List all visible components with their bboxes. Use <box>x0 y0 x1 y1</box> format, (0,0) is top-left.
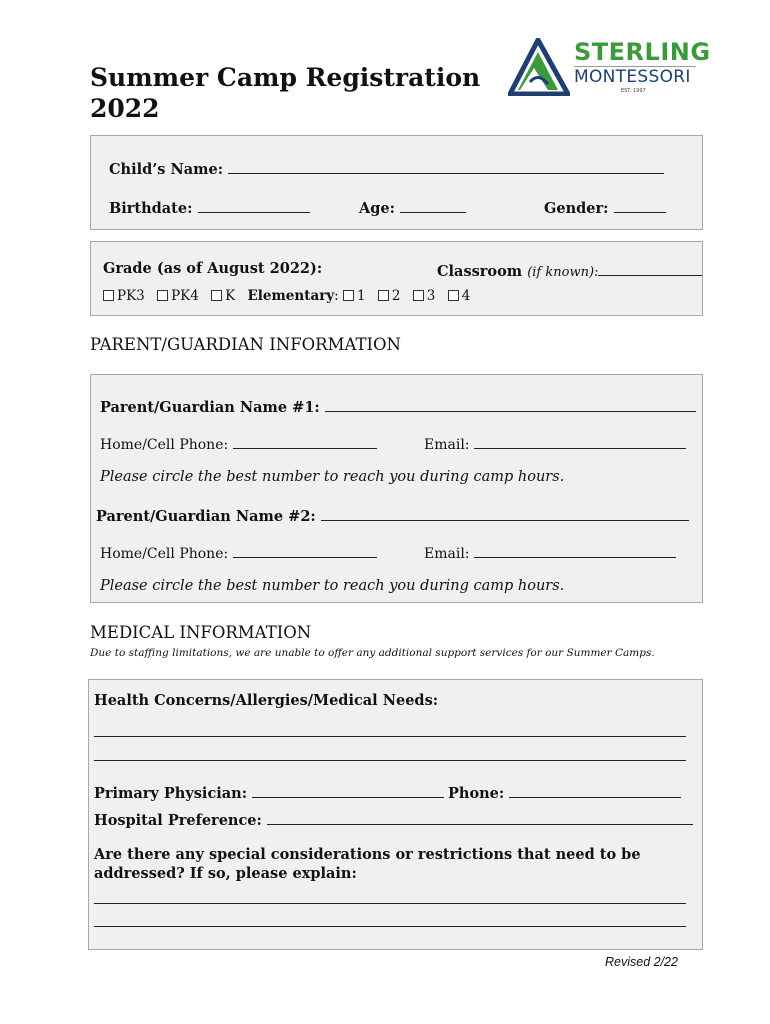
email2-row <box>424 542 676 562</box>
guardian2-label: Parent/Guardian Name #2: <box>96 508 316 525</box>
child-name-row <box>109 158 664 178</box>
checkbox-icon[interactable] <box>448 290 459 301</box>
classroom-field[interactable] <box>598 260 702 276</box>
email1-label: Email: <box>424 437 470 453</box>
parent-section-heading: PARENT/GUARDIAN INFORMATION <box>90 335 401 354</box>
medical-section-heading: MEDICAL INFORMATION <box>90 623 312 642</box>
checkbox-icon[interactable] <box>211 290 222 301</box>
checkbox-icon[interactable] <box>413 290 424 301</box>
birthdate-row <box>109 197 310 217</box>
guardian2-row <box>96 505 689 525</box>
hospital-field[interactable] <box>267 809 693 825</box>
email1-row <box>424 433 686 453</box>
parent-info-box <box>90 374 703 603</box>
guardian1-label: Parent/Guardian Name #1: <box>100 399 320 416</box>
physician-label: Primary Physician: <box>94 785 248 802</box>
checkbox-icon[interactable] <box>343 290 354 301</box>
age-label: Age: <box>359 200 395 217</box>
age-row <box>359 197 466 217</box>
logo-est: EST. 1997 <box>621 88 646 94</box>
checkbox-icon[interactable] <box>103 290 114 301</box>
birthdate-label: Birthdate: <box>109 200 193 217</box>
phone2-field[interactable] <box>233 542 377 558</box>
email1-field[interactable] <box>474 433 686 449</box>
gender-field[interactable] <box>614 197 666 213</box>
grade-box <box>90 241 703 316</box>
phone1-field[interactable] <box>233 433 377 449</box>
physician-row <box>94 782 444 802</box>
medical-disclaimer: Due to staffing limitations, we are unable to offer any additional support services for our Summer Camps. <box>90 647 655 659</box>
gender-label: Gender: <box>544 200 609 217</box>
grade-option-2[interactable]: 2 <box>378 288 401 304</box>
elementary-label: Elementary <box>247 288 335 304</box>
title-line-1: Summer Camp Registration <box>90 63 481 92</box>
guardian2-field[interactable] <box>321 505 689 521</box>
phone2-row <box>100 542 377 562</box>
health-line-2[interactable] <box>94 760 686 761</box>
classroom-label: Classroom <box>437 263 523 280</box>
grade-option-3[interactable]: 3 <box>413 288 436 304</box>
title-line-2: 2022 <box>90 94 160 123</box>
checkbox-icon[interactable] <box>157 290 168 301</box>
considerations-line-a[interactable] <box>94 903 686 904</box>
physician-phone-row <box>448 782 681 802</box>
triangle-logo-icon <box>508 38 570 96</box>
physician-phone-field[interactable] <box>509 782 681 798</box>
guardian1-field[interactable] <box>325 396 696 412</box>
health-line-1[interactable] <box>94 736 686 737</box>
medical-info-box <box>88 679 703 950</box>
grade-option-4[interactable]: 4 <box>448 288 471 304</box>
classroom-row <box>437 260 702 280</box>
grade-option-k[interactable]: K <box>211 288 235 304</box>
gender-row <box>544 197 666 217</box>
considerations-line-1: Are there any special considerations or restrictions that need to be <box>94 846 641 863</box>
considerations-question <box>94 845 641 883</box>
child-name-field[interactable] <box>228 158 664 174</box>
logo-name-bottom: MONTESSORI <box>574 67 691 87</box>
hospital-row <box>94 809 693 829</box>
phone1-label: Home/Cell Phone: <box>100 437 229 453</box>
grade-label: Grade (as of August 2022): <box>103 260 323 277</box>
checkbox-icon[interactable] <box>378 290 389 301</box>
phone1-row <box>100 433 377 453</box>
school-logo <box>508 36 711 98</box>
physician-phone-label: Phone: <box>448 785 505 802</box>
email2-label: Email: <box>424 546 470 562</box>
health-label: Health Concerns/Allergies/Medical Needs: <box>94 692 439 709</box>
revised-note: Revised 2/22 <box>605 955 678 969</box>
age-field[interactable] <box>400 197 466 213</box>
grade-option-pk4[interactable]: PK4 <box>157 288 199 304</box>
classroom-note: (if known): <box>527 265 599 280</box>
page-title <box>90 62 480 124</box>
birthdate-field[interactable] <box>198 197 310 213</box>
guardian1-row <box>100 396 696 416</box>
email2-field[interactable] <box>474 542 676 558</box>
guardian1-note: Please circle the best number to reach you during camp hours. <box>100 469 565 485</box>
child-info-box <box>90 135 703 230</box>
grade-options: PK3 PK4 K Elementary: 1 2 3 4 <box>103 288 478 304</box>
grade-option-pk3[interactable]: PK3 <box>103 288 145 304</box>
phone2-label: Home/Cell Phone: <box>100 546 229 562</box>
child-name-label: Child’s Name: <box>109 161 224 178</box>
guardian2-note: Please circle the best number to reach you during camp hours. <box>100 578 565 594</box>
grade-option-1[interactable]: 1 <box>343 288 366 304</box>
hospital-label: Hospital Preference: <box>94 812 262 829</box>
logo-name-top: STERLING <box>574 38 711 66</box>
considerations-line-2: addressed? If so, please explain: <box>94 865 357 882</box>
considerations-line-b[interactable] <box>94 926 686 927</box>
physician-field[interactable] <box>252 782 444 798</box>
